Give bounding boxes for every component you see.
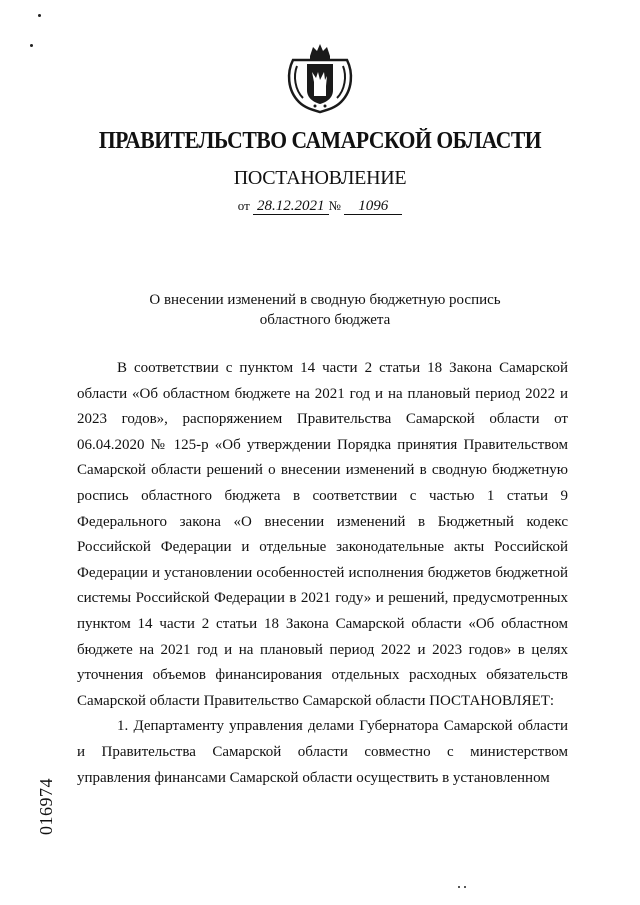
government-title: ПРАВИТЕЛЬСТВО САМАРСКОЙ ОБЛАСТИ xyxy=(98,128,542,154)
subject-line: областного бюджета xyxy=(259,312,391,328)
date-value: 28.12.2021 xyxy=(253,198,329,215)
body-paragraph: В соответствии с пунктом 14 части 2 статьи 18 Закона Самарской области «Об областном бюджете на 2021 год и на плановый период 2022 и 2023 годов», распоряжением Правительства Самарской области от 06.04.2020 № 125-р «Об утверждении Порядка принятия Правительством Самарской области решений о внесении изменений в сводную бюджетную роспись областного бюджета в соответствии с частью 1 статьи 9 Федерального закона «О внесении изменений в Бюджетный кодекс Российской Федерации и отдельные законодательные акты Российской Федерации и установлении особенностей исполнения бюджетов бюджетной системы Российской Федерации в 2021 году» и решений, предусмотренных пунктом 14 части 2 статьи 18 Закона Самарской области «Об областном бюджете на 2021 год и на плановый период 2022 и 2023 годов» в целях уточнения объемов финансирования отдельных расходных обязательств Самарской области Правительство Самарской области ПОСТАНОВЛЯЕТ: xyxy=(77,360,568,709)
coat-of-arms-icon xyxy=(285,42,355,114)
number-prefix: № xyxy=(328,198,341,213)
scan-speck xyxy=(464,886,466,888)
document-body xyxy=(77,356,568,791)
scan-speck xyxy=(30,44,33,47)
date-prefix: от xyxy=(237,198,250,213)
scan-speck xyxy=(38,14,41,17)
document-subject xyxy=(90,290,560,330)
registration-number xyxy=(36,768,68,848)
document-type: ПОСТАНОВЛЕНИЕ xyxy=(233,167,407,189)
subject-line: О внесении изменений в сводную бюджетную роспись xyxy=(149,292,501,308)
registration-number-text: 016974 xyxy=(36,778,56,835)
body-paragraph: 1. Департаменту управления делами Губернатора Самарской области и Правительства Самарской области совместно с министерством управления финансами Самарской области осуществить в установленном xyxy=(77,718,568,786)
document-date-number xyxy=(0,198,640,215)
scan-speck xyxy=(458,886,460,888)
number-value: 1096 xyxy=(344,198,402,215)
